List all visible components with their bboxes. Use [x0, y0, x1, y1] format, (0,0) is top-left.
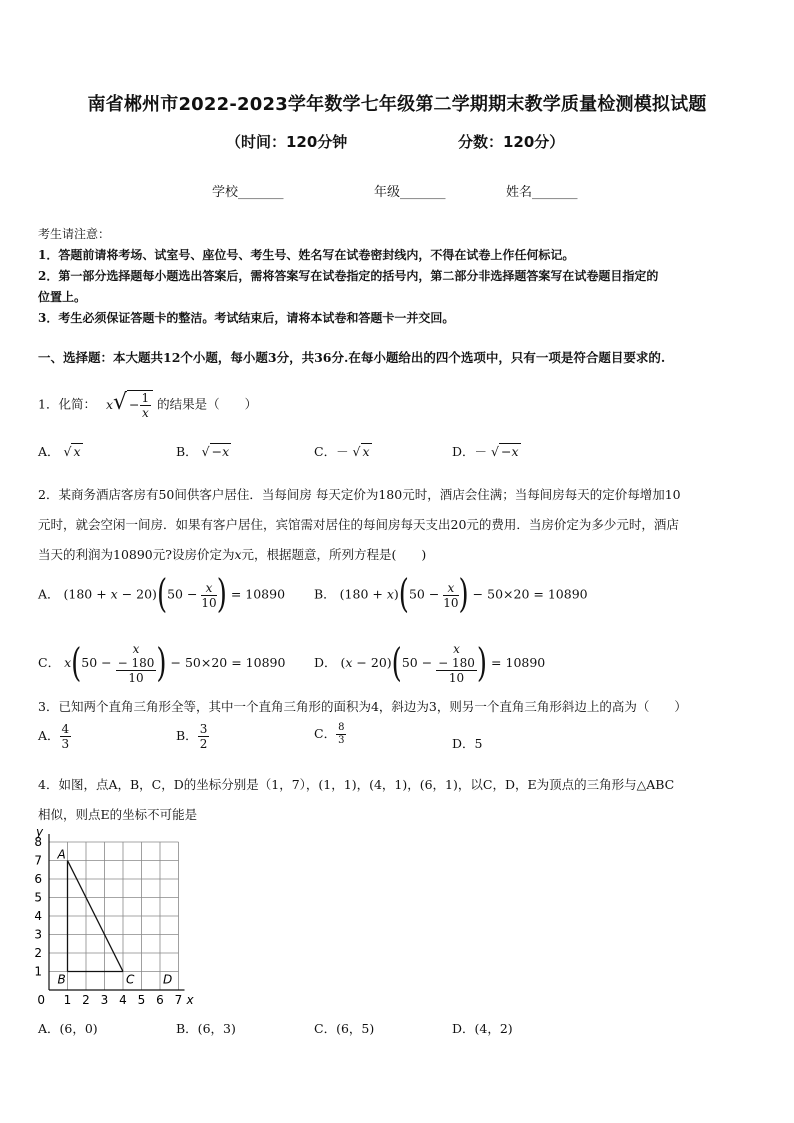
- q1-prefix: 1．化简：: [38, 396, 96, 412]
- section-heading: 一、选择题：本大题共12个小题，每小题3分，共36分.在每小题给出的四个选项中，只有一项是符合题目要求的.: [38, 350, 666, 365]
- point-label-A: A: [57, 847, 66, 862]
- notice-item: 位置上。: [38, 290, 87, 304]
- option-label: D．: [314, 655, 337, 670]
- notice-heading: 考生请注意：: [38, 227, 111, 241]
- q4-option-c: C．(6，5): [314, 1021, 375, 1036]
- x-tick-label: 2: [82, 993, 90, 1007]
- x-tick-label: 6: [156, 993, 164, 1007]
- option-label: D．－: [452, 444, 488, 459]
- x-tick-label: 3: [100, 993, 109, 1007]
- q4-line: 相似，则点E的坐标不可能是: [38, 807, 198, 822]
- option-label: C．－: [314, 444, 349, 459]
- origin-label: 0: [37, 993, 45, 1007]
- q1-option-a: A． √ x: [38, 444, 81, 459]
- q2-text: 当天的利润为10890元?设房价定为: [38, 547, 235, 562]
- q1-suffix: 的结果是（ ）: [157, 396, 258, 412]
- option-label: A．: [38, 444, 60, 459]
- q3-option-a: A． $\frac{4}{3}$: [38, 722, 70, 751]
- question-1: [38, 390, 257, 420]
- q4-option-d: D．(4，2): [452, 1021, 513, 1036]
- x-tick-label: 5: [137, 993, 146, 1007]
- exam-score: 分数：120分）: [458, 133, 565, 151]
- option-label: C．: [314, 726, 337, 741]
- q2-option-c: C． x(50 − x − 180 10 ) − 50×20 = 10890: [38, 641, 286, 686]
- figure-grid: [49, 842, 179, 990]
- notice-item: 3．考生必须保证答题卡的整洁。考试结束后，请将本试卷和答题卡一并交回。: [38, 311, 455, 325]
- point-label-B: B: [57, 972, 66, 987]
- exam-time: （时间：120分钟: [226, 133, 348, 151]
- x-tick-label: 7: [174, 993, 183, 1007]
- q3-option-d: D．5: [452, 736, 483, 751]
- q1-option-d: D．－ √ −x: [452, 444, 519, 459]
- y-axis-label: y: [36, 826, 44, 839]
- y-tick-label: 7: [34, 853, 42, 868]
- page-title: 南省郴州市2022-2023学年数学七年级第二学期期末教学质量检测模拟试题: [87, 94, 707, 115]
- option-label: C．: [38, 655, 61, 670]
- q2-option-b: B． (180 + x)(50 − $\frac{x}{10}$ ) − 50×20 = 10890: [314, 572, 588, 618]
- y-tick-label: 2: [34, 946, 42, 960]
- option-label: B．: [176, 444, 198, 459]
- option-label: A．: [38, 586, 60, 602]
- point-label-D: D: [163, 972, 173, 987]
- coordinate-figure: [30, 826, 200, 1008]
- grade-field: 年级_______: [374, 185, 446, 200]
- q2-option-d: D． (x − 20)(50 − x − 180 10 ) = 10890: [314, 641, 546, 686]
- school-field: 学校_______: [212, 185, 284, 200]
- y-tick-label: 5: [34, 890, 42, 905]
- q4-option-a: A．(6，0): [38, 1021, 98, 1036]
- option-label: A．: [38, 728, 60, 743]
- x-tick-label: 4: [119, 993, 127, 1007]
- q2-option-a: A． (180 + x − 20)(50 − $\frac{x}{10}$ ) = 10890: [38, 572, 286, 618]
- point-label-C: C: [126, 972, 135, 987]
- question-4: [38, 770, 778, 830]
- question-3: 3．已知两个直角三角形全等，其中一个直角三角形的面积为4，斜边为3，则另一个直角三角形斜边上的高为（ ）: [38, 699, 687, 714]
- figure-marks: [57, 848, 173, 987]
- q2-line: 2．某商务酒店客房有50间供客户居住．当每间房 每天定价为180元时，酒店会住满；当每间房每天的定价每增加10: [38, 487, 681, 502]
- y-tick-label: 4: [34, 909, 42, 923]
- option-label: B．: [314, 586, 336, 602]
- q4-line: 4．如图，点A，B，C，D的坐标分别是（1，7），(1，1)，(4，1)，(6，1)，以C，D，E为顶点的三角形与△ABC: [38, 777, 675, 792]
- notice-block: [38, 224, 760, 329]
- q3-option-c: C． $\frac{8}{3}$: [314, 722, 345, 746]
- x-tick-label: 1: [63, 993, 72, 1007]
- q2-text: 元，根据题意，所列方程是( ): [241, 547, 427, 562]
- q2-line: 元时，就会空闲一间房．如果有客户居住，宾馆需对居住的每间房每天支出20元的费用．当房价定为多少元时，酒店: [38, 517, 679, 532]
- q4-option-b: B．(6，3): [176, 1021, 236, 1036]
- question-2: [38, 480, 768, 570]
- q1-expression: x√ − $\frac{1}{x}$: [106, 390, 153, 420]
- q3-option-b: B． $\frac{3}{2}$: [176, 722, 208, 751]
- q2-line: 当天的利润为10890元?设房价定为x元，根据题意，所列方程是( ): [38, 547, 427, 562]
- y-tick-label: 1: [34, 964, 42, 979]
- q1-option-c: C．－ √ x: [314, 444, 370, 459]
- name-field: 姓名_______: [506, 185, 578, 200]
- notice-item: 2．第一部分选择题每小题选出答案后，需将答案写在试卷指定的括号内，第二部分非选择题答案写在试卷题目指定的: [38, 269, 659, 283]
- y-tick-label: 8: [34, 835, 42, 849]
- option-label: B．: [176, 728, 198, 743]
- x-axis-label: x: [186, 993, 194, 1007]
- q1-option-b: B． √ −x: [176, 444, 230, 459]
- y-tick-label: 3: [34, 927, 42, 942]
- notice-item: 1．答题前请将考场、试室号、座位号、考生号、姓名写在试卷密封线内，不得在试卷上作任何标记。: [38, 248, 575, 262]
- y-tick-label: 6: [34, 872, 42, 886]
